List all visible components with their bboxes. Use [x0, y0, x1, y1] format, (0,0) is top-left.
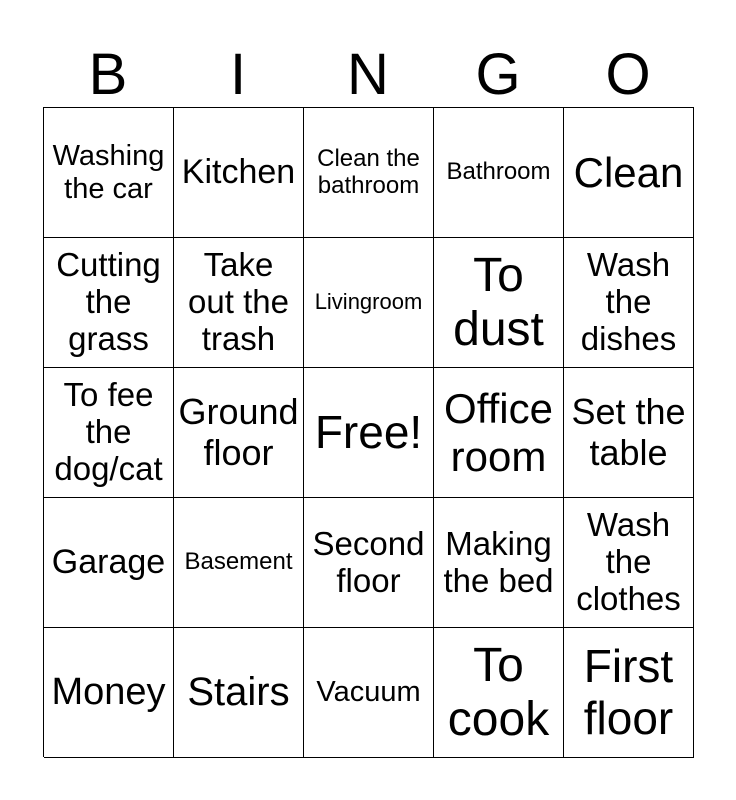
cell-label: To dust — [453, 248, 544, 356]
bingo-cell[interactable] — [564, 108, 694, 238]
cell-label: Wash the dishes — [580, 246, 677, 357]
cell-label: Cutting the grass — [56, 246, 161, 357]
bingo-cell[interactable] — [44, 628, 174, 758]
cell-label: Livingroom — [314, 289, 423, 315]
bingo-cell[interactable] — [304, 628, 434, 758]
bingo-header — [43, 44, 693, 106]
bingo-cell[interactable] — [434, 498, 564, 628]
cell-label: Stairs — [187, 670, 290, 715]
bingo-cell[interactable] — [44, 498, 174, 628]
cell-label: Set the table — [571, 391, 686, 473]
bingo-free-cell[interactable] — [304, 368, 434, 498]
bingo-cell[interactable] — [434, 238, 564, 368]
cell-label: First floor — [583, 639, 674, 744]
cell-label: Office room — [444, 385, 553, 480]
header-letter-b: B — [88, 42, 128, 107]
cell-label: Ground floor — [178, 391, 299, 473]
cell-label: Money — [51, 671, 166, 714]
bingo-cell[interactable] — [564, 628, 694, 758]
bingo-cell[interactable] — [304, 498, 434, 628]
bingo-cell[interactable] — [174, 498, 304, 628]
cell-label: Wash the clothes — [576, 506, 681, 617]
bingo-cell[interactable] — [564, 368, 694, 498]
cell-label: Free! — [314, 405, 423, 458]
cell-label: Making the bed — [443, 524, 554, 599]
cell-label: Basement — [184, 548, 293, 576]
cell-label: Second floor — [312, 524, 425, 599]
cell-label: To fee the dog/cat — [54, 376, 163, 487]
bingo-cell[interactable] — [434, 368, 564, 498]
cell-label: Vacuum — [316, 676, 421, 709]
cell-label: Garage — [51, 543, 166, 582]
bingo-cell[interactable] — [174, 238, 304, 368]
bingo-cell[interactable] — [564, 238, 694, 368]
header-letter-i: I — [229, 42, 247, 107]
bingo-cell[interactable] — [434, 108, 564, 238]
header-letter-o: O — [605, 42, 651, 107]
cell-label: To cook — [447, 638, 550, 746]
bingo-board — [43, 107, 694, 757]
cell-label: Washing the car — [52, 140, 165, 205]
bingo-cell[interactable] — [174, 628, 304, 758]
bingo-cell[interactable] — [174, 368, 304, 498]
bingo-cell[interactable] — [434, 628, 564, 758]
cell-label: Kitchen — [181, 153, 296, 192]
header-letter-n: N — [347, 42, 389, 107]
bingo-cell[interactable] — [44, 238, 174, 368]
bingo-cell[interactable] — [304, 108, 434, 238]
bingo-cell[interactable] — [44, 368, 174, 498]
cell-label: Clean the bathroom — [317, 144, 420, 199]
cell-label: Take out the trash — [188, 246, 289, 357]
bingo-cell[interactable] — [304, 238, 434, 368]
bingo-cell[interactable] — [174, 108, 304, 238]
cell-label: Bathroom — [446, 158, 551, 186]
cell-label: Clean — [573, 148, 684, 196]
header-letter-g: G — [475, 42, 521, 107]
bingo-cell[interactable] — [564, 498, 694, 628]
bingo-cell[interactable] — [44, 108, 174, 238]
